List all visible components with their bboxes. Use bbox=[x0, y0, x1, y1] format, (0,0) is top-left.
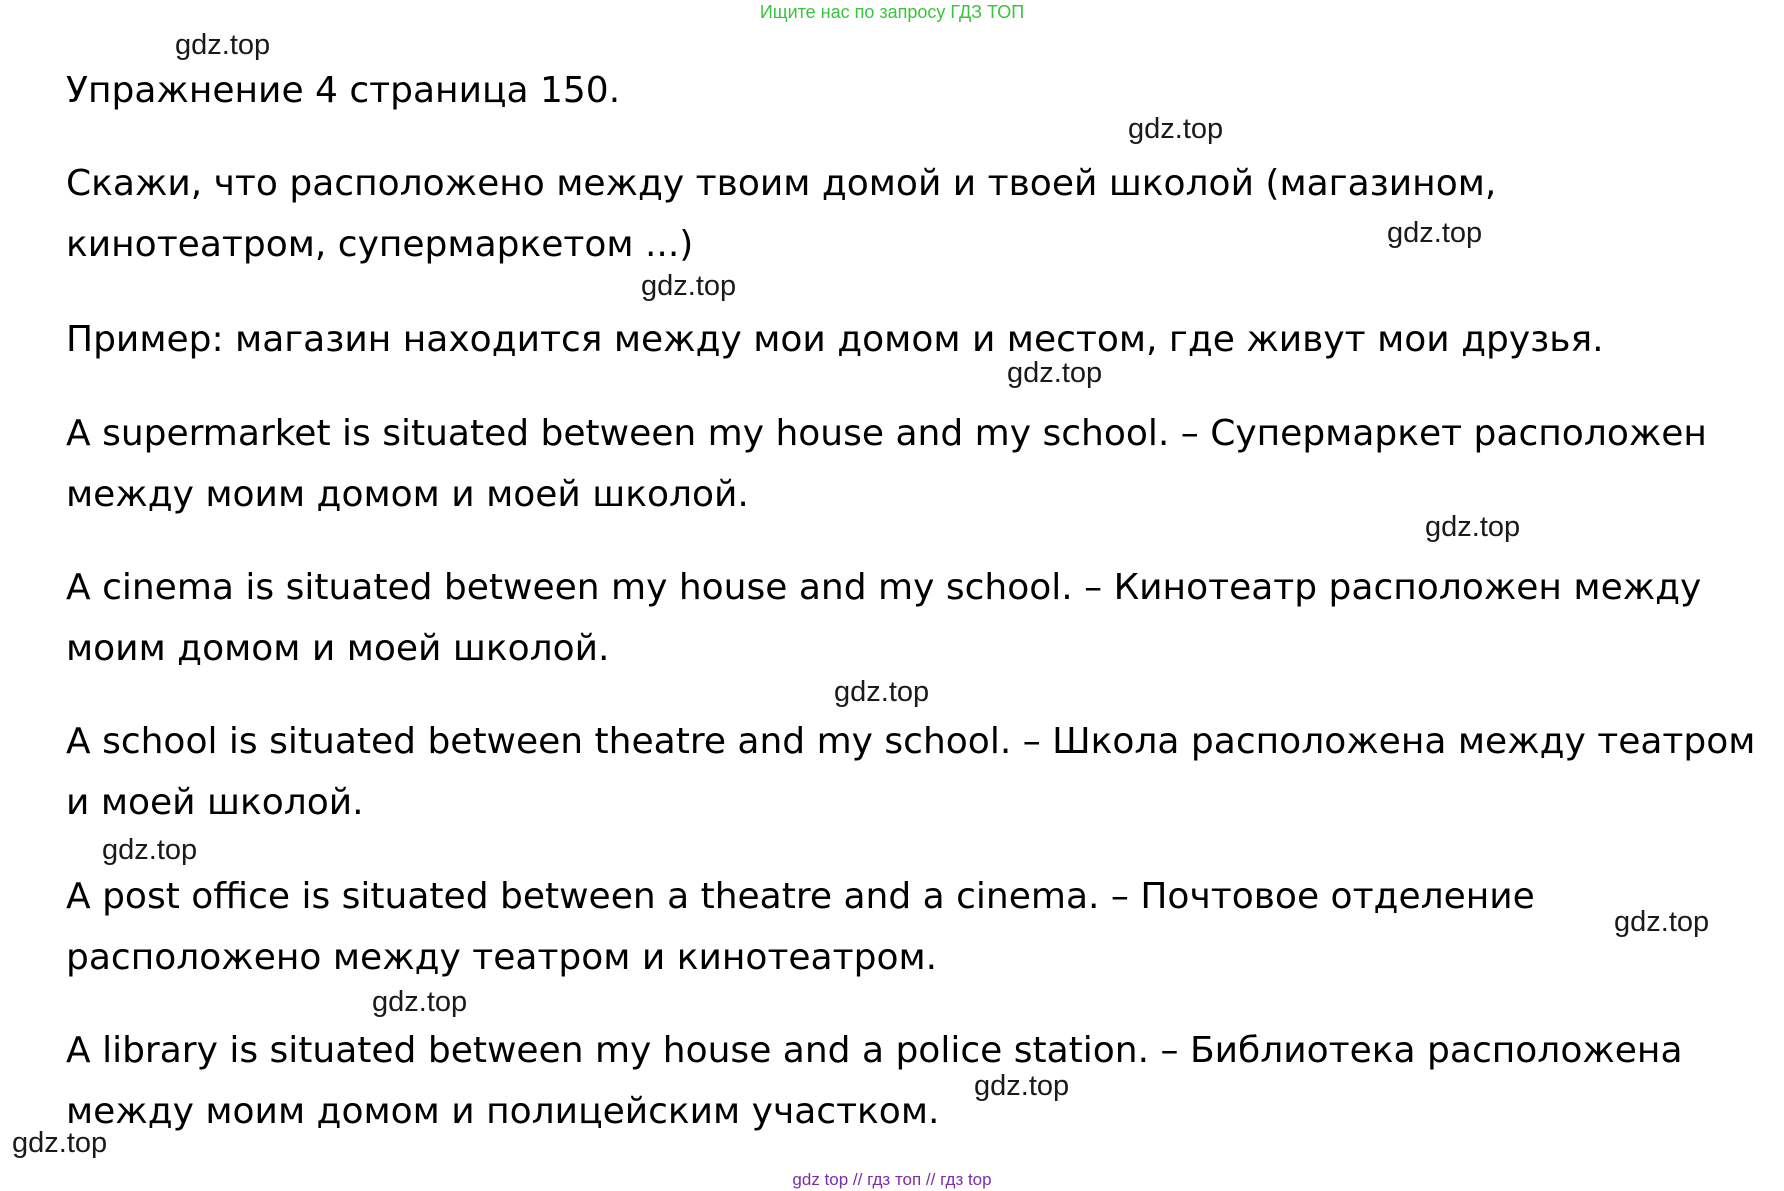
watermark: gdz.top bbox=[834, 676, 930, 708]
watermark: gdz.top bbox=[974, 1070, 1070, 1102]
task-text: Скажи, что расположено между твоим домой и твоей школой (магазином, кинотеатром, супермаркетом ...) bbox=[66, 163, 1497, 265]
watermark: gdz.top bbox=[102, 834, 198, 866]
top-search-banner: Ищите нас по запросу ГДЗ ТОП bbox=[759, 2, 1025, 22]
watermark: gdz.top bbox=[1007, 357, 1103, 389]
answer-item: A cinema is situated between my house and my school. – Кинотеатр расположен между моим домом и моей школой. bbox=[66, 567, 1702, 669]
example-text: Пример: магазин находится между мои домом и местом, где живут мои друзья. bbox=[66, 319, 1604, 360]
exercise-heading: Упражнение 4 страница 150. bbox=[66, 70, 621, 111]
watermark: gdz.top bbox=[372, 986, 468, 1018]
answer-item: A library is situated between my house and a police station. – Библиотека расположена между моим домом и полицейским участком. bbox=[66, 1030, 1683, 1132]
watermark: gdz.top bbox=[1387, 217, 1483, 249]
watermark: gdz.top bbox=[641, 270, 737, 302]
answer-item: A supermarket is situated between my house and my school. – Супермаркет расположен между моим домом и моей школой. bbox=[66, 413, 1707, 515]
watermark: gdz.top bbox=[1128, 113, 1224, 145]
bottom-banner: gdz top // гдз топ // гдз top bbox=[792, 1170, 992, 1189]
watermark: gdz.top bbox=[175, 29, 271, 61]
watermark: gdz.top bbox=[1614, 906, 1710, 938]
answer-item: A post office is situated between a theatre and a cinema. – Почтовое отделение расположено между театром и кинотеатром. bbox=[66, 876, 1535, 978]
watermark: gdz.top bbox=[12, 1127, 108, 1159]
watermark: gdz.top bbox=[1425, 511, 1521, 543]
answer-item: A school is situated between theatre and my school. – Школа расположена между театром и моей школой. bbox=[66, 721, 1756, 823]
